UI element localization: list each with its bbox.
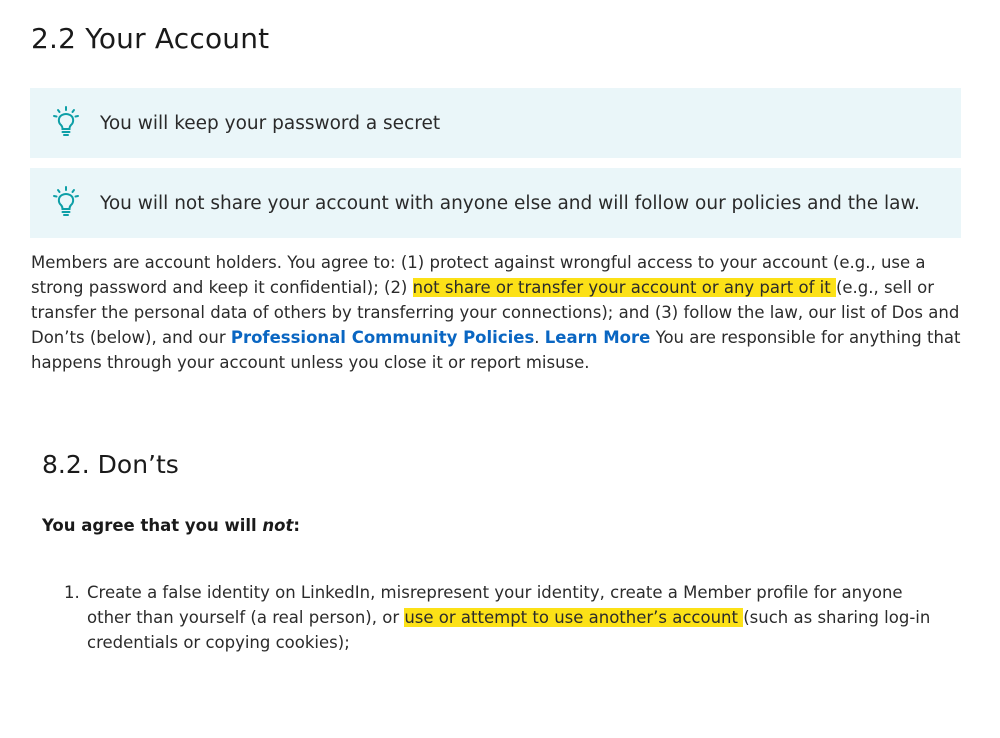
callout-text: You will keep your password a secret — [100, 112, 441, 134]
highlighted-text: not share or transfer your account or any part of it — [412, 278, 836, 297]
agree-prefix: You agree that you will — [42, 516, 263, 535]
paragraph-text: You are responsible for anything that happens through your account unless you close it or report misuse. — [31, 328, 961, 372]
item-text: (such as sharing log-in credentials or copying cookies); — [87, 608, 931, 652]
agree-suffix: : — [293, 516, 300, 535]
list-item — [64, 580, 944, 655]
item-text: Create a false identity on LinkedIn, misrepresent your identity, create a Member profile for anyone other than yourself (a real person), or — [87, 583, 903, 627]
lightbulb-icon — [52, 106, 80, 138]
lightbulb-icon — [52, 186, 80, 218]
donts-title: 8.2. Don’ts — [42, 450, 179, 479]
agree-statement — [42, 516, 300, 535]
learn-more-link[interactable]: Learn More — [544, 328, 651, 347]
professional-community-policies-link[interactable]: Professional Community Policies — [230, 328, 535, 347]
paragraph-text: . — [534, 328, 545, 347]
list-number: 1. — [64, 583, 80, 602]
section-title: 2.2 Your Account — [31, 22, 270, 55]
account-paragraph — [31, 250, 966, 375]
agree-emphasis: not — [262, 516, 294, 535]
callout-no-sharing — [30, 168, 961, 238]
callout-text: You will not share your account with anyone else and will follow our policies and the law. — [100, 192, 920, 214]
paragraph-text: Members are account holders. You agree to: (1) protect against wrongful access to your account (e.g., use a strong password and keep it confidential); (2) — [31, 253, 926, 297]
list-item-text — [87, 580, 944, 655]
callout-password — [30, 88, 961, 158]
highlighted-text: use or attempt to use another’s account — [404, 608, 744, 627]
paragraph-text: (e.g., sell or transfer the personal data of others by transferring your connections); and (3) follow the law, our list of Dos and Don’ts (below), and our — [31, 278, 960, 347]
